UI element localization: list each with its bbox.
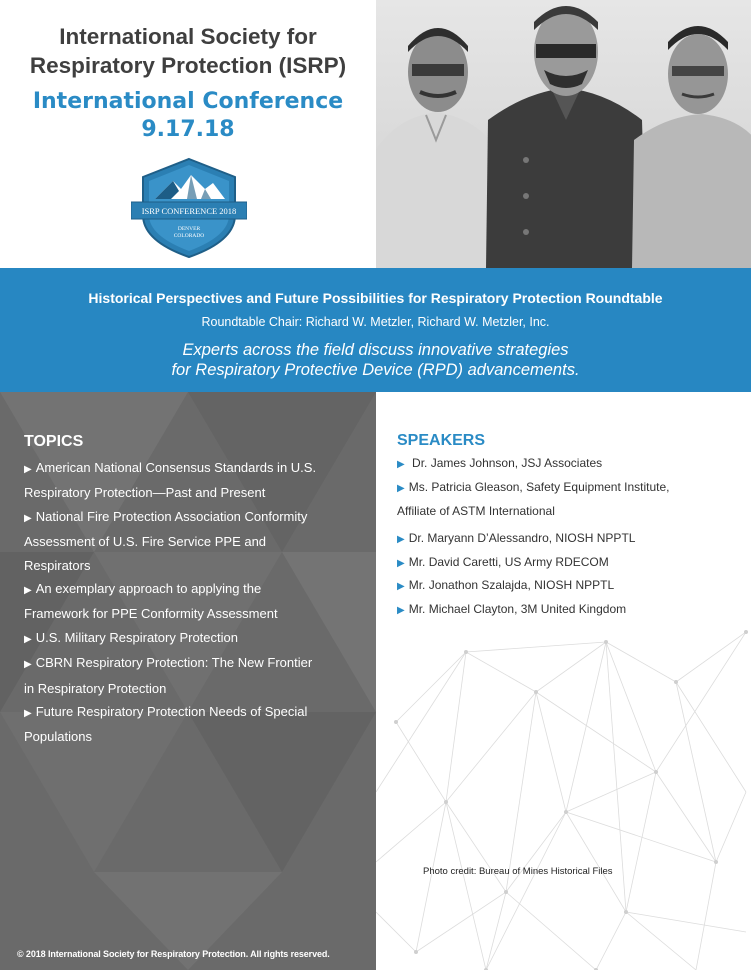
photo-credit: Photo credit: Bureau of Mines Historical Files: [423, 866, 613, 877]
bullet-triangle-icon: ▶: [24, 585, 32, 597]
roundtable-tagline: [0, 340, 751, 380]
topic-item-continued: [24, 677, 360, 700]
topic-line: Future Respiratory Protection Needs of Special: [35, 704, 308, 720]
speaker-line: Ms. Patricia Gleason, Safety Equipment Institute,: [408, 480, 670, 494]
tagline-line1: Experts across the field discuss innovative strategies: [182, 341, 569, 359]
topic-line: American National Consensus Standards in U.S.: [35, 460, 317, 475]
roundtable-chair: Roundtable Chair: Richard W. Metzler, Richard W. Metzler, Inc.: [201, 315, 550, 329]
topic-line: in Respiratory Protection: [24, 680, 167, 696]
topic-line: National Fire Protection Association Conformity: [35, 508, 308, 524]
speaker-line: Dr. James Johnson, JSJ Associates: [412, 456, 603, 470]
speaker-line: Mr. David Caretti, US Army RDECOM: [408, 555, 609, 569]
topic-item: [24, 651, 360, 676]
speaker-item: [397, 551, 737, 575]
conference-title: [0, 88, 376, 144]
header-title-block: [0, 0, 376, 268]
topic-item-continued: [24, 530, 360, 553]
badge-label: ISRP CONFERENCE 2018: [141, 206, 237, 216]
organization-title-line2: Respiratory Protection (ISRP): [29, 53, 347, 78]
bullet-triangle-icon: ▶: [397, 459, 405, 470]
topics-heading: TOPICS: [24, 433, 84, 450]
bullet-triangle-icon: ▶: [24, 464, 32, 475]
topic-line: Populations: [24, 729, 92, 745]
topic-item-continued: [24, 602, 360, 625]
topic-line: Assessment of U.S. Fire Service PPE and: [24, 534, 267, 550]
speaker-item: [397, 527, 737, 551]
topic-item: [24, 505, 360, 530]
topic-line: An exemplary approach to applying the: [35, 581, 262, 597]
bullet-triangle-icon: ▶: [24, 708, 32, 720]
topic-line: Respiratory Protection—Past and Present: [24, 485, 266, 501]
topic-line: CBRN Respiratory Protection: The New Frontier: [35, 655, 313, 671]
bullet-triangle-icon: ▶: [397, 483, 405, 494]
speakers-heading: SPEAKERS: [397, 432, 486, 449]
speaker-item: [397, 452, 737, 476]
speaker-item: [397, 476, 737, 522]
speaker-line: Affiliate of ASTM International: [397, 504, 555, 518]
organization-title: [0, 22, 376, 80]
speaker-item: [397, 574, 737, 598]
topic-item: [24, 456, 360, 481]
bullet-triangle-icon: ▶: [397, 534, 405, 545]
topic-item: [24, 577, 360, 602]
conference-badge-logo: [131, 157, 247, 259]
historic-photo-illustration: [376, 0, 751, 268]
bullet-triangle-icon: ▶: [397, 558, 405, 569]
speaker-line: Dr. Maryann D’Alessandro, NIOSH NPPTL: [408, 531, 636, 545]
topic-item-continued: [24, 481, 360, 504]
topic-item-continued: [24, 554, 360, 577]
topic-item: [24, 626, 360, 651]
organization-title-line1: International Society for: [59, 24, 317, 49]
topic-line: Framework for PPE Conformity Assessment: [24, 606, 278, 622]
conference-title-line1: International Conference: [32, 89, 344, 114]
bullet-triangle-icon: ▶: [24, 633, 32, 645]
bullet-triangle-icon: ▶: [397, 581, 405, 592]
copyright-notice: © 2018 International Society for Respiratory Protection. All rights reserved.: [17, 949, 330, 959]
roundtable-title: Historical Perspectives and Future Possibilities for Respiratory Protection Roundtable: [88, 290, 663, 306]
topics-panel: [0, 392, 376, 970]
topic-line: U.S. Military Respiratory Protection: [35, 629, 238, 645]
bullet-triangle-icon: ▶: [24, 659, 32, 671]
bullet-triangle-icon: ▶: [397, 605, 405, 616]
topic-item: [24, 700, 360, 725]
speakers-panel: [376, 392, 751, 970]
topics-list: [24, 456, 360, 749]
badge-location-line1: DENVER: [177, 226, 201, 232]
roundtable-banner: [0, 268, 751, 392]
speaker-item: [397, 598, 737, 622]
historic-photo: [376, 0, 751, 268]
topic-line: Respirators: [24, 557, 91, 573]
conference-date: 9.17.18: [141, 117, 235, 142]
speaker-line: Mr. Michael Clayton, 3M United Kingdom: [408, 602, 627, 616]
tagline-line2: for Respiratory Protective Device (RPD) advancements.: [171, 361, 580, 379]
bullet-triangle-icon: ▶: [24, 512, 32, 524]
badge-location-line2: COLORADO: [173, 233, 205, 239]
speaker-line: Mr. Jonathon Szalajda, NIOSH NPPTL: [408, 578, 615, 592]
topic-item-continued: [24, 725, 360, 748]
